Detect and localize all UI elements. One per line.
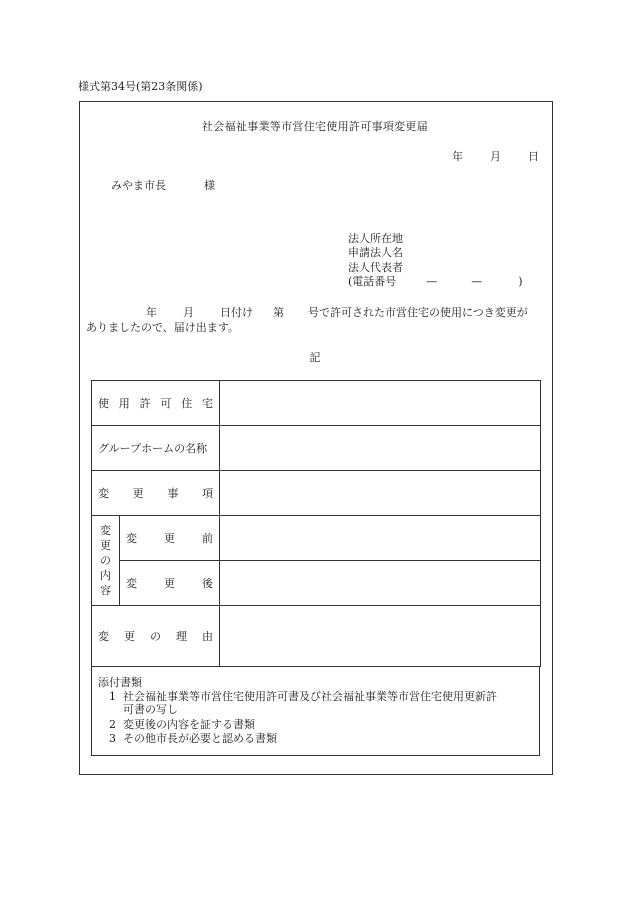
attachment-number: 2 <box>109 718 116 731</box>
label-cell-change-content <box>92 516 120 606</box>
body-dai: 第 <box>273 306 284 319</box>
label-cell-change-item <box>92 471 220 516</box>
char: 更 <box>164 577 175 590</box>
char: 変 <box>98 487 109 500</box>
char: 宅 <box>201 397 213 410</box>
label-cell-before-change <box>120 516 220 561</box>
char: 前 <box>202 532 213 545</box>
char: 更 <box>132 487 144 500</box>
char: 可 <box>160 397 172 410</box>
char: 更 <box>100 539 111 552</box>
attachment-text: その他市長が必要と認める書類 <box>123 732 277 745</box>
char: 変 <box>126 532 137 545</box>
label-cell-permitted-housing <box>92 381 220 426</box>
value-cell-permitted-housing[interactable] <box>220 381 541 426</box>
char: 用 <box>118 397 130 410</box>
label-cell-group-home-name: グループホームの名称 <box>92 426 220 471</box>
detail-table <box>91 380 541 667</box>
phone-line <box>348 275 523 289</box>
ki-heading: 記 <box>309 351 321 364</box>
attachment-number: 1 <box>109 690 116 703</box>
table-row <box>92 381 541 426</box>
addressee-honorific: 様 <box>204 179 215 192</box>
value-cell-before-change[interactable] <box>220 516 541 561</box>
char: 変 <box>100 524 111 537</box>
char: 後 <box>202 577 213 590</box>
addressee-name: みやま市長 <box>111 179 166 192</box>
applicant-name-label: 申請法人名 <box>348 246 403 259</box>
attachment-item <box>109 732 277 746</box>
phone-dash-2: — <box>471 275 483 288</box>
applicant-representative-label: 法人代表者 <box>348 261 403 274</box>
phone-dash-1: — <box>426 275 438 288</box>
date-year: 年 <box>452 150 463 163</box>
value-cell-group-home-name[interactable] <box>220 426 541 471</box>
char: 更 <box>124 630 135 643</box>
date-day: 日 <box>528 150 539 163</box>
table-row <box>92 606 541 667</box>
char: 内 <box>100 569 111 582</box>
value-cell-change-item[interactable] <box>220 471 541 516</box>
char: 使 <box>98 397 109 410</box>
value-cell-after-change[interactable] <box>220 561 541 606</box>
table-row <box>92 426 541 471</box>
value-cell-change-reason[interactable] <box>220 606 541 667</box>
attachment-text: 社会福祉事業等市営住宅使用許可書及び社会福祉事業等市営住宅使用更新許 <box>123 690 497 703</box>
table-row <box>92 471 541 516</box>
body-month: 月 <box>183 306 194 319</box>
date-line <box>452 150 539 164</box>
table-row <box>92 561 541 606</box>
date-month: 月 <box>490 150 501 163</box>
char: の <box>150 630 161 643</box>
char: 許 <box>139 397 151 410</box>
body-day-suffix: 日付け <box>220 306 253 319</box>
attachment-text-continued: 可書の写し <box>123 703 178 716</box>
label-cell-change-reason <box>92 606 220 667</box>
attachment-item <box>109 690 497 704</box>
addressee <box>111 179 215 193</box>
char: 変 <box>98 630 109 643</box>
body-rest: 号で許可された市営住宅の使用につき変更が <box>308 306 528 319</box>
phone-label: (電話番号 <box>348 275 397 288</box>
document-title: 社会福祉事業等市営住宅使用許可事項変更届 <box>202 120 428 133</box>
body-year: 年 <box>146 306 157 319</box>
char: 項 <box>201 487 213 500</box>
body-text-line-1 <box>146 306 528 320</box>
char: 変 <box>126 577 137 590</box>
char: の <box>100 554 111 567</box>
char: 事 <box>167 487 179 500</box>
applicant-address-label: 法人所在地 <box>348 232 403 245</box>
char: 住 <box>181 397 193 410</box>
form-number-label: 様式第34号(第23条関係) <box>78 80 203 93</box>
phone-close-paren: ) <box>518 275 523 288</box>
body-text-line-2: ありましたので、届け出ます。 <box>86 321 239 334</box>
table-row <box>92 516 541 561</box>
attachment-item <box>109 718 255 732</box>
attachments-box <box>91 666 540 756</box>
attachments-title: 添付書類 <box>98 676 142 689</box>
char: 理 <box>176 630 187 643</box>
char: 由 <box>202 630 213 643</box>
attachment-number: 3 <box>109 732 116 745</box>
label-cell-after-change <box>120 561 220 606</box>
char: 容 <box>100 584 111 597</box>
attachment-text: 変更後の内容を証する書類 <box>123 718 255 731</box>
char: 更 <box>164 532 175 545</box>
